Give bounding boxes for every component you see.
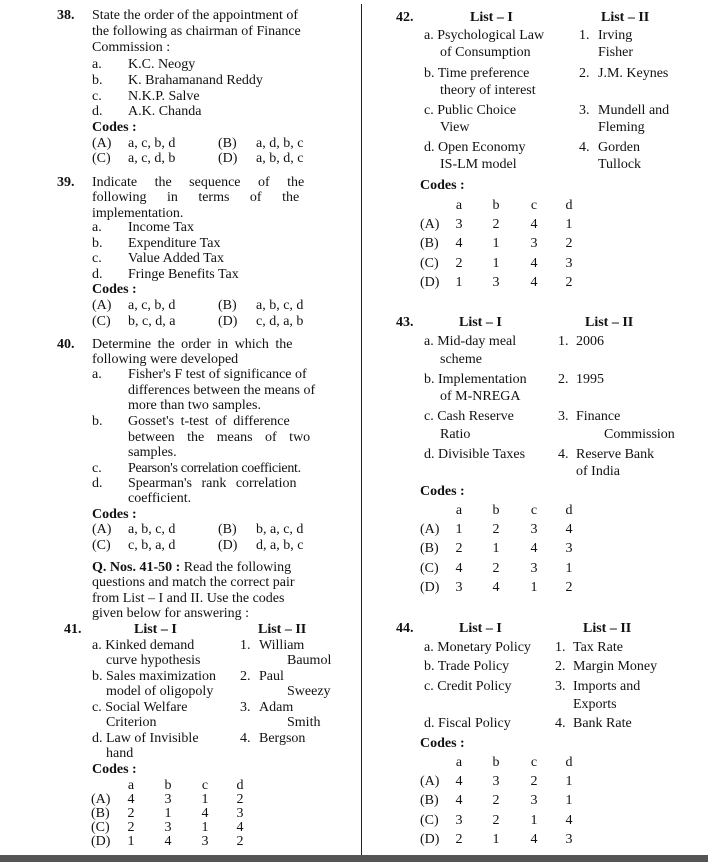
code-cell: 3 <box>201 834 209 849</box>
list-1-item: d. Law of Invisible <box>92 731 199 746</box>
code-cell: 3 <box>455 580 463 595</box>
list-2-item: Paul <box>259 669 284 684</box>
list-1-header: List – I <box>134 622 177 637</box>
code-cell: 4 <box>164 834 172 849</box>
code-cell: 2 <box>236 834 244 849</box>
code-cell: 1 <box>201 792 209 807</box>
list-2-item: Tax Rate <box>573 640 623 655</box>
list-2-item: Gorden <box>598 140 640 155</box>
choice-value: a, d, b, c <box>256 136 304 151</box>
code-column-header: b <box>492 755 500 770</box>
question-number: 42. <box>396 10 414 25</box>
code-cell: 1 <box>127 834 135 849</box>
choice-label: (B) <box>218 522 237 537</box>
code-cell: 2 <box>455 541 463 556</box>
list-2-item: Irving <box>598 28 633 43</box>
list-1-item: b. Time preference <box>424 66 530 81</box>
choice-value: a, c, d, b <box>128 151 176 166</box>
code-cell: 3 <box>236 806 244 821</box>
question-number: 40. <box>57 337 75 352</box>
option-letter: d. <box>92 476 103 491</box>
code-cell: 3 <box>565 832 573 847</box>
code-cell: 1 <box>201 820 209 835</box>
question-text-line: Determine the order in which the <box>92 337 293 352</box>
list-1-item: theory of interest <box>440 83 536 98</box>
code-column-header: c <box>530 755 538 770</box>
question-text-line: Commission : <box>92 40 171 55</box>
code-cell: 4 <box>530 541 538 556</box>
option-text: Gosset's t-test of difference <box>128 414 290 429</box>
code-cell: 3 <box>530 561 538 576</box>
option-text: Pearson's correlation coefficient. <box>128 461 301 476</box>
option-text: A.K. Chanda <box>128 104 202 119</box>
list-1-item: b. Trade Policy <box>424 659 510 674</box>
choice-label: (D) <box>218 314 238 329</box>
choice-label: (C) <box>92 314 111 329</box>
option-text: samples. <box>128 445 177 460</box>
choice-label: (D) <box>218 151 238 166</box>
footer-bar <box>0 855 708 862</box>
code-row-label: (A) <box>420 522 440 537</box>
code-cell: 1 <box>530 580 538 595</box>
list-1-item: b. Implementation <box>424 372 527 387</box>
code-cell: 2 <box>455 256 463 271</box>
code-cell: 2 <box>565 580 573 595</box>
code-cell: 3 <box>455 813 463 828</box>
list-1-item: d. Fiscal Policy <box>424 716 511 731</box>
option-letter: a. <box>92 220 102 235</box>
code-cell: 2 <box>492 522 500 537</box>
code-column-header: c <box>201 778 209 793</box>
list-2-number: 1. <box>579 28 590 43</box>
code-column-header: c <box>530 198 538 213</box>
list-2-number: 4. <box>558 447 569 462</box>
choice-label: (A) <box>92 298 112 313</box>
option-letter: c. <box>92 89 102 104</box>
option-letter: d. <box>92 267 103 282</box>
list-1-header: List – I <box>459 315 502 330</box>
question-text-line: following were developed <box>92 352 239 367</box>
instruction-line: questions and match the correct pair <box>92 575 295 590</box>
option-letter: d. <box>92 104 103 119</box>
code-cell: 1 <box>565 217 573 232</box>
codes-label: Codes : <box>420 178 465 193</box>
option-text: Expenditure Tax <box>128 236 221 251</box>
question-number: 38. <box>57 8 75 23</box>
code-column-header: c <box>530 503 538 518</box>
code-cell: 1 <box>492 541 500 556</box>
code-row-label: (C) <box>91 820 110 835</box>
code-row-label: (D) <box>420 580 440 595</box>
list-2-header: List – II <box>583 621 632 636</box>
list-1-item: model of oligopoly <box>106 684 214 699</box>
list-2-item: Sweezy <box>287 684 331 699</box>
code-cell: 2 <box>492 813 500 828</box>
list-2-item: Baumol <box>287 653 332 668</box>
list-2-number: 3. <box>579 103 590 118</box>
code-cell: 1 <box>530 813 538 828</box>
list-2-header: List – II <box>585 315 634 330</box>
code-cell: 1 <box>455 275 463 290</box>
list-1-item: d. Open Economy <box>424 140 526 155</box>
choice-value: a, c, b, d <box>128 136 176 151</box>
option-text: Spearman's rank correlation <box>128 476 297 491</box>
code-cell: 4 <box>455 561 463 576</box>
code-column-header: a <box>455 503 463 518</box>
code-cell: 4 <box>530 275 538 290</box>
code-row-label: (A) <box>420 217 440 232</box>
code-cell: 3 <box>164 792 172 807</box>
list-2-number: 3. <box>558 409 569 424</box>
code-row-label: (C) <box>420 561 439 576</box>
list-2-item: Exports <box>573 697 617 712</box>
list-2-number: 2. <box>555 659 566 674</box>
code-cell: 3 <box>164 820 172 835</box>
question-text-line: the following as chairman of Finance <box>92 24 301 39</box>
list-2-item: Mundell and <box>598 103 670 118</box>
question-text-line: implementation. <box>92 206 184 221</box>
choice-value: a, b, c, d <box>256 298 304 313</box>
code-row-label: (B) <box>91 806 110 821</box>
code-row-label: (B) <box>420 236 439 251</box>
codes-label: Codes : <box>92 507 137 522</box>
list-2-item: Fisher <box>598 45 633 60</box>
code-cell: 4 <box>455 793 463 808</box>
code-row-label: (C) <box>420 256 439 271</box>
question-number: 43. <box>396 315 414 330</box>
option-letter: b. <box>92 236 103 251</box>
list-1-header: List – I <box>459 621 502 636</box>
code-row-label: (A) <box>420 774 440 789</box>
option-text: Value Added Tax <box>128 251 224 266</box>
code-cell: 4 <box>530 217 538 232</box>
list-1-header: List – I <box>470 10 513 25</box>
code-cell: 1 <box>565 793 573 808</box>
list-2-number: 4. <box>579 140 590 155</box>
code-cell: 3 <box>492 774 500 789</box>
question-text-line: Indicate the sequence of the <box>92 175 305 190</box>
list-2-number: 1. <box>555 640 566 655</box>
list-1-item: IS-LM model <box>440 157 517 172</box>
choice-label: (A) <box>92 522 112 537</box>
code-column-header: a <box>455 198 463 213</box>
option-text: Income Tax <box>128 220 195 235</box>
list-2-number: 1. <box>240 638 251 653</box>
option-text: K.C. Neogy <box>128 57 196 72</box>
choice-value: a, b, c, d <box>128 522 176 537</box>
list-1-item: c. Credit Policy <box>424 679 512 694</box>
code-cell: 1 <box>565 774 573 789</box>
code-row-label: (B) <box>420 793 439 808</box>
question-number: 41. <box>64 622 82 637</box>
instruction-line: Q. Nos. 41-50 : Read the following <box>92 560 292 575</box>
list-2-item: Finance <box>576 409 621 424</box>
list-1-item: d. Divisible Taxes <box>424 447 526 462</box>
list-1-item: b. Sales maximization <box>92 669 217 684</box>
list-1-item: a. Psychological Law <box>424 28 545 43</box>
code-cell: 3 <box>492 275 500 290</box>
code-cell: 2 <box>127 806 135 821</box>
list-1-item: of M-NREGA <box>440 389 521 404</box>
instruction-line: given below for answering : <box>92 606 250 621</box>
list-1-item: Ratio <box>440 427 471 442</box>
list-2-item: Imports and <box>573 679 641 694</box>
codes-label: Codes : <box>92 120 137 135</box>
code-column-header: d <box>565 755 573 770</box>
question-text-line: following in terms of the <box>92 190 300 205</box>
list-2-item: 1995 <box>576 372 604 387</box>
code-cell: 3 <box>530 522 538 537</box>
option-letter: a. <box>92 57 102 72</box>
option-letter: b. <box>92 414 103 429</box>
list-2-item: Fleming <box>598 120 645 135</box>
list-1-item: c. Social Welfare <box>92 700 188 715</box>
list-2-item: Adam <box>259 700 294 715</box>
list-1-item: c. Cash Reserve <box>424 409 514 424</box>
option-letter: b. <box>92 73 103 88</box>
choice-value: c, b, a, d <box>128 538 176 553</box>
code-column-header: a <box>127 778 135 793</box>
code-cell: 4 <box>455 774 463 789</box>
code-cell: 2 <box>236 792 244 807</box>
list-2-item: of India <box>576 464 620 479</box>
list-2-number: 2. <box>240 669 251 684</box>
code-cell: 2 <box>530 774 538 789</box>
code-column-header: b <box>492 198 500 213</box>
code-row-label: (D) <box>420 275 440 290</box>
code-cell: 2 <box>492 561 500 576</box>
code-cell: 1 <box>455 522 463 537</box>
list-1-item: c. Public Choice <box>424 103 517 118</box>
code-cell: 2 <box>455 832 463 847</box>
option-text: more than two samples. <box>128 398 261 413</box>
option-letter: a. <box>92 367 102 382</box>
code-row-label: (B) <box>420 541 439 556</box>
code-cell: 2 <box>492 793 500 808</box>
list-2-item: Margin Money <box>573 659 658 674</box>
choice-value: c, d, a, b <box>256 314 304 329</box>
code-row-label: (D) <box>420 832 440 847</box>
choice-label: (D) <box>218 538 238 553</box>
code-cell: 4 <box>565 522 573 537</box>
list-1-item: Criterion <box>106 715 157 730</box>
code-cell: 4 <box>455 236 463 251</box>
list-2-item: 2006 <box>576 334 604 349</box>
list-2-number: 1. <box>558 334 569 349</box>
code-cell: 4 <box>236 820 244 835</box>
code-column-header: d <box>236 778 244 793</box>
question-number: 39. <box>57 175 75 190</box>
list-2-number: 2. <box>558 372 569 387</box>
choice-label: (C) <box>92 151 111 166</box>
list-2-number: 3. <box>240 700 251 715</box>
code-row-label: (D) <box>91 834 111 849</box>
list-2-item: J.M. Keynes <box>598 66 669 81</box>
choice-value: a, c, b, d <box>128 298 176 313</box>
option-text: between the means of two <box>128 430 311 445</box>
code-cell: 2 <box>565 236 573 251</box>
list-2-item: Smith <box>287 715 321 730</box>
choice-value: d, a, b, c <box>256 538 304 553</box>
code-cell: 4 <box>201 806 209 821</box>
list-1-item: of Consumption <box>440 45 531 60</box>
code-cell: 3 <box>530 236 538 251</box>
codes-label: Codes : <box>92 282 137 297</box>
code-cell: 3 <box>530 793 538 808</box>
code-cell: 3 <box>565 541 573 556</box>
choice-value: a, b, d, c <box>256 151 304 166</box>
code-cell: 2 <box>492 217 500 232</box>
code-cell: 4 <box>127 792 135 807</box>
codes-label: Codes : <box>420 484 465 499</box>
column-divider <box>361 4 362 856</box>
list-2-number: 3. <box>555 679 566 694</box>
list-1-item: a. Kinked demand <box>92 638 195 653</box>
list-1-item: a. Monetary Policy <box>424 640 531 655</box>
choice-value: b, a, c, d <box>256 522 304 537</box>
choice-label: (C) <box>92 538 111 553</box>
list-1-item: scheme <box>440 352 482 367</box>
code-row-label: (C) <box>420 813 439 828</box>
code-column-header: d <box>565 503 573 518</box>
list-1-item: a. Mid-day meal <box>424 334 517 349</box>
list-1-item: hand <box>106 746 134 761</box>
code-column-header: d <box>565 198 573 213</box>
list-2-header: List – II <box>601 10 650 25</box>
code-column-header: a <box>455 755 463 770</box>
code-row-label: (A) <box>91 792 111 807</box>
code-cell: 2 <box>127 820 135 835</box>
list-2-item: Commission <box>604 427 675 442</box>
list-2-header: List – II <box>258 622 307 637</box>
option-text: N.K.P. Salve <box>128 89 200 104</box>
list-1-item: View <box>440 120 470 135</box>
code-cell: 4 <box>530 256 538 271</box>
codes-label: Codes : <box>420 736 465 751</box>
code-cell: 3 <box>455 217 463 232</box>
list-2-item: William <box>259 638 305 653</box>
choice-value: b, c, d, a <box>128 314 176 329</box>
question-text-line: State the order of the appointment of <box>92 8 299 23</box>
option-letter: c. <box>92 461 102 476</box>
question-number: 44. <box>396 621 414 636</box>
code-cell: 3 <box>565 256 573 271</box>
list-2-item: Bergson <box>259 731 306 746</box>
code-cell: 2 <box>565 275 573 290</box>
list-2-item: Bank Rate <box>573 716 632 731</box>
list-2-item: Tullock <box>598 157 642 172</box>
code-column-header: b <box>164 778 172 793</box>
code-cell: 1 <box>492 236 500 251</box>
code-cell: 4 <box>492 580 500 595</box>
option-text: differences between the means of <box>128 383 316 398</box>
list-2-number: 4. <box>555 716 566 731</box>
list-2-number: 4. <box>240 731 251 746</box>
code-cell: 4 <box>565 813 573 828</box>
instruction-line: from List – I and II. Use the codes <box>92 591 285 606</box>
code-cell: 1 <box>492 832 500 847</box>
option-letter: c. <box>92 251 102 266</box>
list-2-number: 2. <box>579 66 590 81</box>
code-column-header: b <box>492 503 500 518</box>
option-text: Fringe Benefits Tax <box>128 267 239 282</box>
code-cell: 1 <box>565 561 573 576</box>
choice-label: (A) <box>92 136 112 151</box>
option-text: K. Brahamanand Reddy <box>128 73 263 88</box>
choice-label: (B) <box>218 298 237 313</box>
option-text: Fisher's F test of significance of <box>128 367 307 382</box>
choice-label: (B) <box>218 136 237 151</box>
list-2-item: Reserve Bank <box>576 447 655 462</box>
code-cell: 1 <box>492 256 500 271</box>
list-1-item: curve hypothesis <box>106 653 201 668</box>
codes-label: Codes : <box>92 762 137 777</box>
option-text: coefficient. <box>128 491 192 506</box>
code-cell: 4 <box>530 832 538 847</box>
code-cell: 1 <box>164 806 172 821</box>
